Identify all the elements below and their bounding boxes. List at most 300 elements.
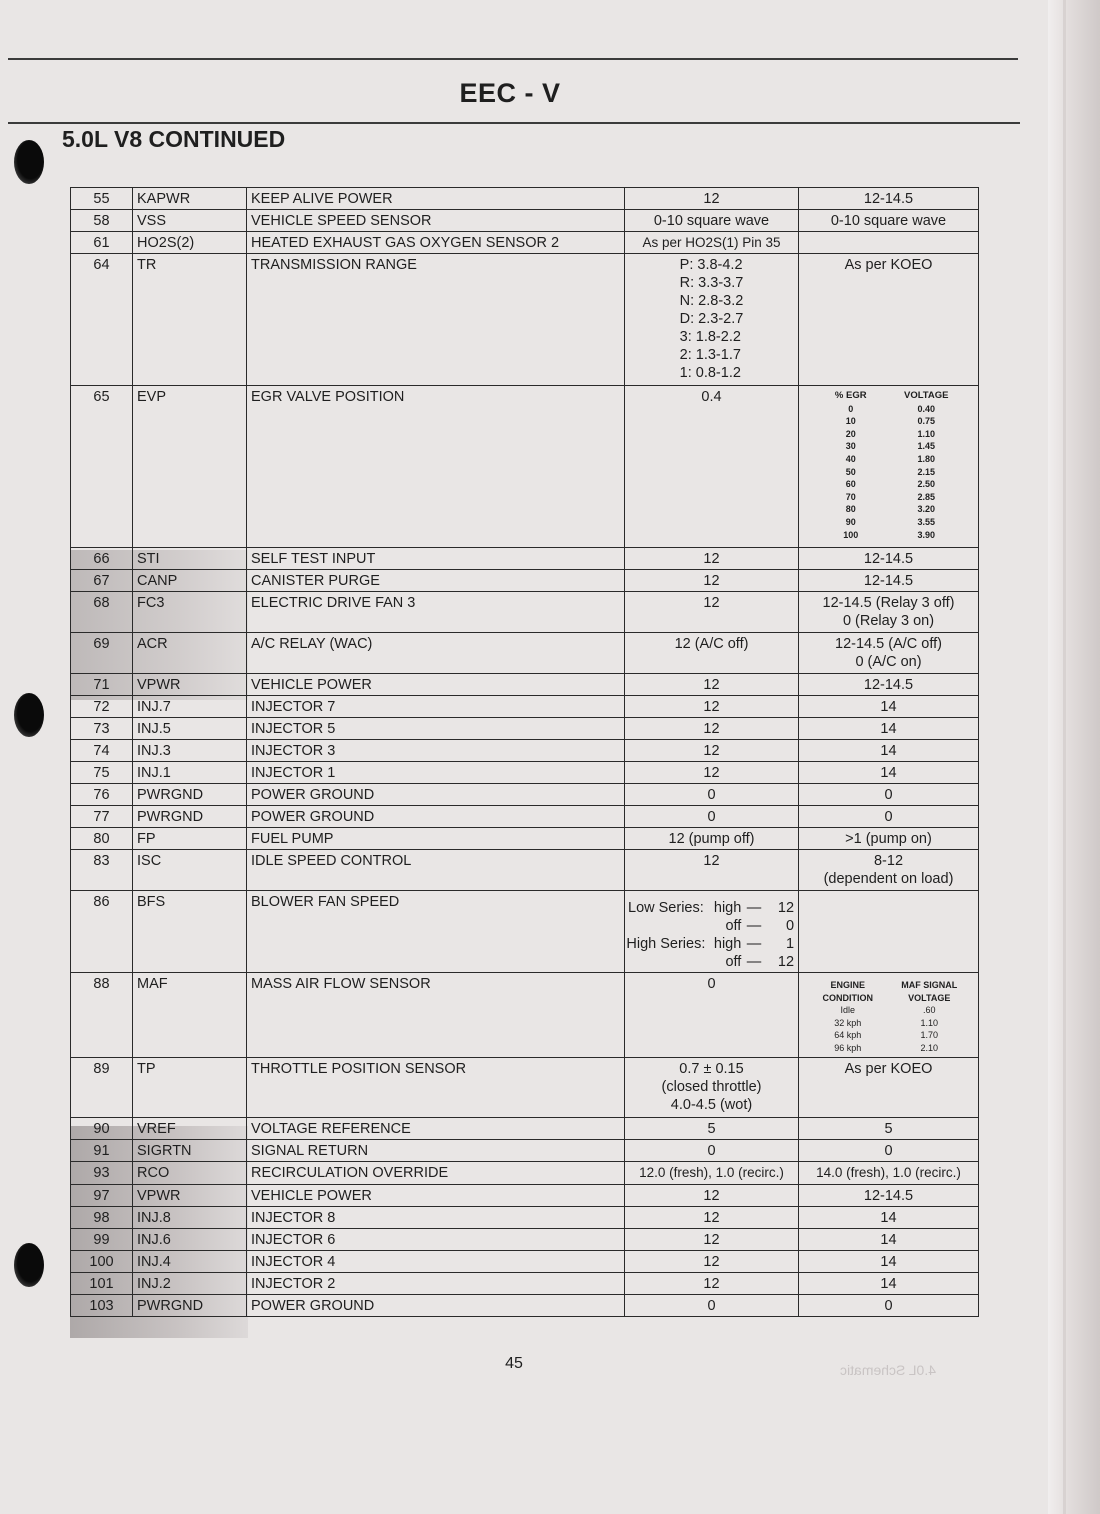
table-row xyxy=(71,548,979,570)
circuit-description-text: ELECTRIC DRIVE FAN 3 xyxy=(251,595,416,611)
pin-number xyxy=(71,850,133,891)
signal-name xyxy=(133,1162,247,1185)
table-row xyxy=(71,1207,979,1229)
koeo-value-text: 12 xyxy=(703,1188,720,1204)
egr-table-cell: 3.55 xyxy=(917,516,936,527)
egr-table-cell: 60 xyxy=(845,479,856,490)
blower-series xyxy=(625,953,707,971)
signal-name xyxy=(133,254,247,386)
table-row xyxy=(71,1273,979,1295)
egr-table-cell: 30 xyxy=(845,441,856,452)
koeo-value-text: 0 xyxy=(707,976,716,992)
koer-value xyxy=(799,828,979,850)
signal-name-text: SIGRTN xyxy=(137,1143,192,1159)
egr-table-cell: 2.15 xyxy=(917,466,936,477)
circuit-description xyxy=(247,188,625,210)
koeo-value-text: 12 xyxy=(703,1254,720,1270)
koer-value xyxy=(799,1185,979,1207)
maf-table-header: ENGINE CONDITION xyxy=(822,980,873,1003)
koeo-value xyxy=(625,232,799,254)
circuit-description-text: INJECTOR 4 xyxy=(251,1254,336,1270)
egr-table-cell: 10 xyxy=(845,416,856,427)
koer-value xyxy=(799,1140,979,1162)
circuit-description xyxy=(247,674,625,696)
egr-table-cell: 20 xyxy=(845,428,856,439)
blower-state: off xyxy=(725,918,742,934)
blower-val: 1 xyxy=(785,936,795,952)
koeo-value xyxy=(625,570,799,592)
koer-value-text: 14 xyxy=(880,1232,897,1248)
table-row xyxy=(71,1162,979,1185)
circuit-description xyxy=(247,1273,625,1295)
koer-value xyxy=(799,1295,979,1317)
koeo-value xyxy=(625,1140,799,1162)
pin-number xyxy=(71,973,133,1058)
koeo-value-text: 12 xyxy=(703,743,720,759)
circuit-description xyxy=(247,232,625,254)
pin-number xyxy=(71,806,133,828)
koer-value xyxy=(799,570,979,592)
pin-number-text: 64 xyxy=(93,257,110,273)
koeo-value-text: 0-10 square wave xyxy=(653,213,770,229)
koer-value-text: >1 (pump on) xyxy=(845,831,932,847)
pin-number xyxy=(71,1251,133,1273)
pin-number xyxy=(71,232,133,254)
signal-name xyxy=(133,1140,247,1162)
signal-name xyxy=(133,762,247,784)
circuit-description-text: VOLTAGE REFERENCE xyxy=(251,1121,411,1137)
koeo-value-text: 12 xyxy=(703,191,720,207)
koeo-value xyxy=(625,1118,799,1140)
egr-table-cell: 0.40 xyxy=(917,403,936,414)
signal-name-text: KAPWR xyxy=(137,191,191,207)
signal-name-text: PWRGND xyxy=(137,787,204,803)
koer-value xyxy=(799,674,979,696)
signal-name xyxy=(133,232,247,254)
blower-series: High Series: xyxy=(626,936,706,952)
egr-table-cell: 3.20 xyxy=(917,504,936,515)
circuit-description xyxy=(247,1162,625,1185)
signal-name-text: VSS xyxy=(137,213,167,229)
blower-speed-line xyxy=(625,953,794,971)
maf-table-header: MAF SIGNAL VOLTAGE xyxy=(901,980,958,1003)
circuit-description xyxy=(247,1207,625,1229)
blower-val: 0 xyxy=(785,918,795,934)
koer-value-text: 12-14.5 (Relay 3 off) 0 (Relay 3 on) xyxy=(822,595,955,629)
table-row xyxy=(71,784,979,806)
koer-value-text: As per KOEO xyxy=(844,257,933,273)
signal-name xyxy=(133,740,247,762)
koeo-value-text: 12 xyxy=(703,1232,720,1248)
binder-hole xyxy=(14,693,44,737)
koer-value xyxy=(799,740,979,762)
circuit-description xyxy=(247,1118,625,1140)
table-row xyxy=(71,633,979,674)
pin-number-text: 74 xyxy=(93,743,110,759)
page-edge-fold xyxy=(1063,0,1066,1514)
pin-number-text: 99 xyxy=(93,1232,110,1248)
signal-name-text: INJ.2 xyxy=(137,1276,171,1292)
koeo-value xyxy=(625,674,799,696)
pin-number-text: 58 xyxy=(93,213,110,229)
pin-number-text: 76 xyxy=(93,787,110,803)
pin-number-text: 55 xyxy=(93,191,110,207)
page-title: EEC - V xyxy=(459,78,561,108)
koer-value xyxy=(799,592,979,633)
signal-name-text: PWRGND xyxy=(137,809,204,825)
koeo-value xyxy=(625,633,799,674)
koer-value-text: 12-14.5 xyxy=(863,573,914,589)
koeo-value-text: 12 xyxy=(703,765,720,781)
blower-speed-line xyxy=(625,917,794,935)
circuit-description xyxy=(247,386,625,548)
egr-table-cell: 1.10 xyxy=(917,428,936,439)
blower-dash: — xyxy=(746,936,762,952)
pin-number xyxy=(71,1207,133,1229)
egr-voltage-table xyxy=(803,388,974,541)
signal-name-text: RCO xyxy=(137,1165,170,1181)
circuit-description xyxy=(247,1295,625,1317)
signal-name xyxy=(133,570,247,592)
circuit-description xyxy=(247,548,625,570)
koeo-value xyxy=(625,850,799,891)
koeo-value xyxy=(625,696,799,718)
signal-name xyxy=(133,592,247,633)
pin-number xyxy=(71,784,133,806)
pin-number-text: 83 xyxy=(93,853,110,869)
pin-number xyxy=(71,1058,133,1118)
pin-number xyxy=(71,210,133,232)
koeo-value xyxy=(625,386,799,548)
maf-table-cell: 2.10 xyxy=(920,1042,939,1053)
signal-name xyxy=(133,806,247,828)
koer-value xyxy=(799,1058,979,1118)
koeo-value xyxy=(625,762,799,784)
egr-table-cell: 50 xyxy=(845,466,856,477)
circuit-description-text: KEEP ALIVE POWER xyxy=(251,191,393,207)
koeo-value-text: 0.7 ± 0.15 (closed throttle) 4.0-4.5 (wot) xyxy=(661,1061,762,1113)
table-row xyxy=(71,1140,979,1162)
koeo-value-text: P: 3.8-4.2 R: 3.3-3.7 N: 2.8-3.2 D: 2.3-2.7 3: 1.8-2.2 2: 1.3-1.7 1: 0.8-1.2 xyxy=(679,257,744,381)
egr-table-cell: 80 xyxy=(845,504,856,515)
circuit-description-text: POWER GROUND xyxy=(251,1298,375,1314)
table-row xyxy=(71,254,979,386)
koer-value xyxy=(799,386,979,548)
circuit-description-text: INJECTOR 7 xyxy=(251,699,336,715)
signal-name-text: INJ.4 xyxy=(137,1254,171,1270)
koer-value-text: 14 xyxy=(880,765,897,781)
blower-dash: — xyxy=(746,954,762,970)
koeo-value xyxy=(625,784,799,806)
koeo-value-text: 12 (A/C off) xyxy=(674,636,749,652)
koeo-value xyxy=(625,718,799,740)
koer-value-text: 0-10 square wave xyxy=(830,213,947,229)
circuit-description-text: INJECTOR 8 xyxy=(251,1210,336,1226)
koeo-value xyxy=(625,1229,799,1251)
table-row xyxy=(71,232,979,254)
koer-value-text: 12-14.5 xyxy=(863,1188,914,1204)
koeo-value-text: 12 xyxy=(703,853,720,869)
circuit-description-text: CANISTER PURGE xyxy=(251,573,380,589)
pin-number-text: 101 xyxy=(89,1276,114,1292)
pin-number-text: 88 xyxy=(93,976,110,992)
pin-number-text: 61 xyxy=(93,235,110,251)
blower-val: 12 xyxy=(777,900,795,916)
pin-number xyxy=(71,386,133,548)
koeo-value-text: 0 xyxy=(707,1298,716,1314)
koer-value xyxy=(799,1229,979,1251)
circuit-description-text: TRANSMISSION RANGE xyxy=(251,257,417,273)
koer-value-text: As per KOEO xyxy=(844,1061,933,1077)
pin-number-text: 65 xyxy=(93,389,110,405)
egr-table-cell: 3.90 xyxy=(917,529,936,540)
signal-name xyxy=(133,1273,247,1295)
pin-number-text: 89 xyxy=(93,1061,110,1077)
blower-state: high xyxy=(713,900,742,916)
table-row xyxy=(71,1295,979,1317)
koer-value xyxy=(799,1162,979,1185)
signal-name-text: PWRGND xyxy=(137,1298,204,1314)
bleed-through-text: 4.0L Schematic xyxy=(840,1362,936,1378)
koeo-value xyxy=(625,740,799,762)
koer-value xyxy=(799,1273,979,1295)
signal-name xyxy=(133,973,247,1058)
pin-number-text: 73 xyxy=(93,721,110,737)
circuit-description xyxy=(247,806,625,828)
circuit-description xyxy=(247,718,625,740)
pin-number xyxy=(71,674,133,696)
blower-state: off xyxy=(725,954,742,970)
maf-table-cell: .60 xyxy=(922,1005,936,1015)
koer-value xyxy=(799,784,979,806)
koeo-value-text: 12 xyxy=(703,573,720,589)
signal-name xyxy=(133,633,247,674)
table-row xyxy=(71,762,979,784)
koeo-value xyxy=(625,806,799,828)
circuit-description-text: INJECTOR 2 xyxy=(251,1276,336,1292)
signal-name-text: INJ.3 xyxy=(137,743,171,759)
circuit-description-text: HEATED EXHAUST GAS OXYGEN SENSOR 2 xyxy=(251,235,560,251)
koer-value xyxy=(799,696,979,718)
circuit-description xyxy=(247,254,625,386)
koer-value xyxy=(799,633,979,674)
koer-value-text: 14 xyxy=(880,743,897,759)
table-row xyxy=(71,570,979,592)
circuit-description xyxy=(247,762,625,784)
koeo-value-text: 12 xyxy=(703,677,720,693)
circuit-description xyxy=(247,592,625,633)
pin-number-text: 71 xyxy=(93,677,110,693)
pin-number-text: 67 xyxy=(93,573,110,589)
signal-name-text: CANP xyxy=(137,573,178,589)
circuit-description-text: POWER GROUND xyxy=(251,809,375,825)
blower-dash: — xyxy=(746,918,762,934)
koer-value xyxy=(799,210,979,232)
blower-speed-line xyxy=(625,899,794,917)
pin-number-text: 93 xyxy=(93,1165,110,1181)
circuit-description xyxy=(247,210,625,232)
table-row xyxy=(71,210,979,232)
circuit-description xyxy=(247,633,625,674)
binder-hole xyxy=(14,140,44,184)
signal-name-text: ACR xyxy=(137,636,168,652)
egr-table-cell: 70 xyxy=(845,491,856,502)
koeo-value xyxy=(625,1207,799,1229)
egr-table-cell: 2.85 xyxy=(917,491,936,502)
pin-number xyxy=(71,633,133,674)
pin-number-text: 97 xyxy=(93,1188,110,1204)
koer-value-text: 8-12 (dependent on load) xyxy=(823,853,954,887)
pin-number-text: 103 xyxy=(89,1298,114,1314)
signal-name-text: TR xyxy=(137,257,157,273)
koer-value xyxy=(799,548,979,570)
signal-name xyxy=(133,188,247,210)
signal-name-text: ISC xyxy=(137,853,162,869)
koeo-value-text: 12 xyxy=(703,1276,720,1292)
circuit-description xyxy=(247,891,625,973)
koeo-value xyxy=(625,1251,799,1273)
koeo-value-text: 12 xyxy=(703,699,720,715)
pin-number xyxy=(71,592,133,633)
signal-name-text: MAF xyxy=(137,976,168,992)
koeo-value-text: 0 xyxy=(707,787,716,803)
circuit-description-text: RECIRCULATION OVERRIDE xyxy=(251,1165,449,1181)
circuit-description-text: SELF TEST INPUT xyxy=(251,551,376,567)
table-row xyxy=(71,1058,979,1118)
signal-name xyxy=(133,850,247,891)
koeo-value-text: 12 xyxy=(703,551,720,567)
circuit-description xyxy=(247,850,625,891)
pin-number-text: 90 xyxy=(93,1121,110,1137)
blower-val: 12 xyxy=(777,954,795,970)
pin-number xyxy=(71,1140,133,1162)
signal-name xyxy=(133,1229,247,1251)
egr-table-cell: 40 xyxy=(845,453,856,464)
circuit-description xyxy=(247,740,625,762)
koer-value xyxy=(799,973,979,1058)
table-row xyxy=(71,1118,979,1140)
koer-value-text: 0 xyxy=(884,1143,893,1159)
koeo-value xyxy=(625,1185,799,1207)
signal-name-text: HO2S(2) xyxy=(137,235,195,251)
koer-value xyxy=(799,850,979,891)
koeo-value xyxy=(625,548,799,570)
maf-table-cell: 96 kph xyxy=(834,1042,862,1053)
koer-value-text: 14.0 (fresh), 1.0 (recirc.) xyxy=(816,1165,961,1180)
signal-name xyxy=(133,1058,247,1118)
circuit-description-text: INJECTOR 3 xyxy=(251,743,336,759)
circuit-description-text: A/C RELAY (WAC) xyxy=(251,636,373,652)
koeo-value xyxy=(625,891,799,973)
circuit-description-text: FUEL PUMP xyxy=(251,831,334,847)
signal-name-text: TP xyxy=(137,1061,156,1077)
pin-number xyxy=(71,891,133,973)
blower-state: high xyxy=(713,936,742,952)
circuit-description-text: INJECTOR 1 xyxy=(251,765,336,781)
circuit-description-text: EGR VALVE POSITION xyxy=(251,389,405,405)
table-row xyxy=(71,1251,979,1273)
koeo-value xyxy=(625,1162,799,1185)
circuit-description-text: VEHICLE POWER xyxy=(251,1188,372,1204)
pin-number xyxy=(71,548,133,570)
koer-value-text: 12-14.5 xyxy=(863,551,914,567)
table-row xyxy=(71,1229,979,1251)
pin-number xyxy=(71,570,133,592)
koer-value-text: 0 xyxy=(884,809,893,825)
signal-name xyxy=(133,784,247,806)
pin-number-text: 100 xyxy=(89,1254,114,1270)
koeo-value xyxy=(625,973,799,1058)
signal-name-text: FP xyxy=(137,831,156,847)
signal-name-text: INJ.7 xyxy=(137,699,171,715)
table-row xyxy=(71,740,979,762)
page-number: 45 xyxy=(505,1355,523,1372)
circuit-description xyxy=(247,973,625,1058)
circuit-description-text: INJECTOR 6 xyxy=(251,1232,336,1248)
signal-name-text: EVP xyxy=(137,389,167,405)
pin-number-text: 86 xyxy=(93,894,110,910)
signal-name-text: INJ.5 xyxy=(137,721,171,737)
koer-value-text: 14 xyxy=(880,699,897,715)
signal-name-text: BFS xyxy=(137,894,166,910)
koer-value xyxy=(799,718,979,740)
circuit-description-text: MASS AIR FLOW SENSOR xyxy=(251,976,431,992)
koeo-value-text: 12 xyxy=(703,721,720,737)
top-rule xyxy=(8,58,1018,60)
koeo-value-text: 12.0 (fresh), 1.0 (recirc.) xyxy=(639,1165,784,1180)
circuit-description-text: SIGNAL RETURN xyxy=(251,1143,369,1159)
circuit-description-text: THROTTLE POSITION SENSOR xyxy=(251,1061,467,1077)
table-row xyxy=(71,592,979,633)
egr-table-cell: 1.80 xyxy=(917,453,936,464)
pin-number-text: 75 xyxy=(93,765,110,781)
koer-value-text: 14 xyxy=(880,1254,897,1270)
koer-value xyxy=(799,188,979,210)
koer-value-text: 12-14.5 xyxy=(863,677,914,693)
circuit-description xyxy=(247,1140,625,1162)
koer-value-text: 14 xyxy=(880,1210,897,1226)
signal-name xyxy=(133,1207,247,1229)
signal-name-text: INJ.6 xyxy=(137,1232,171,1248)
signal-name xyxy=(133,828,247,850)
signal-name-text: FC3 xyxy=(137,595,165,611)
table-row xyxy=(71,973,979,1058)
pin-number xyxy=(71,1229,133,1251)
circuit-description xyxy=(247,570,625,592)
pin-number-text: 91 xyxy=(93,1143,110,1159)
koer-value-text: 12-14.5 (A/C off) 0 (A/C on) xyxy=(835,636,942,670)
pin-number-text: 69 xyxy=(93,636,110,652)
signal-name-text: VREF xyxy=(137,1121,176,1137)
pin-number xyxy=(71,762,133,784)
egr-table-cell: 2.50 xyxy=(917,479,936,490)
koeo-value xyxy=(625,210,799,232)
circuit-description-text: VEHICLE SPEED SENSOR xyxy=(251,213,432,229)
blower-speed-line xyxy=(625,935,794,953)
maf-voltage-table xyxy=(803,975,974,1054)
koeo-value xyxy=(625,592,799,633)
egr-table-header: % EGR xyxy=(834,390,867,401)
egr-table-cell: 100 xyxy=(843,529,859,540)
signal-name-text: INJ.8 xyxy=(137,1210,171,1226)
signal-name xyxy=(133,891,247,973)
pin-number xyxy=(71,254,133,386)
koer-value-text: 5 xyxy=(884,1121,893,1137)
circuit-description xyxy=(247,828,625,850)
koeo-value-text: 12 xyxy=(703,1210,720,1226)
signal-name xyxy=(133,386,247,548)
egr-table-header: VOLTAGE xyxy=(903,390,949,401)
